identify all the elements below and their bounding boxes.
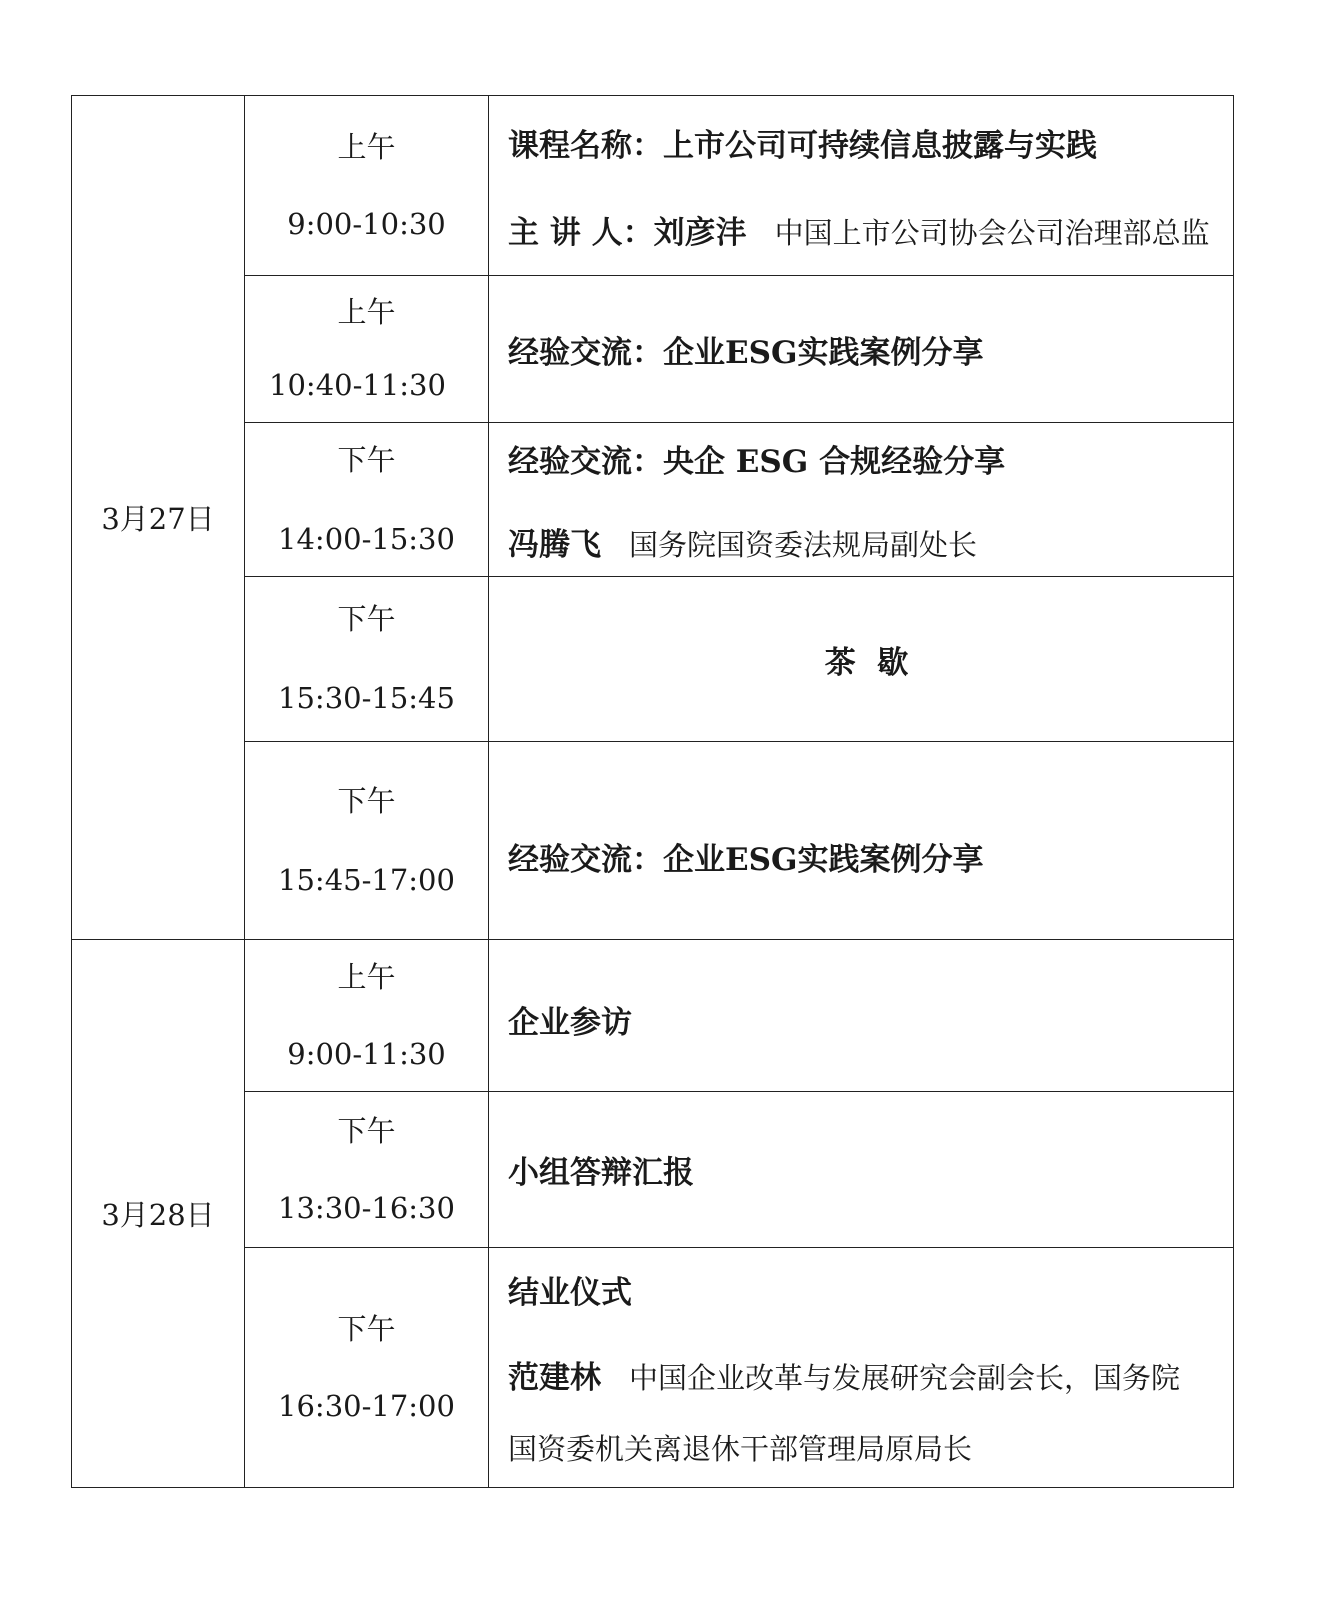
time-range: 10:40-11:30 [269, 368, 446, 402]
time-range: 13:30-16:30 [278, 1190, 455, 1225]
session-title: 经验交流：央企 ESG 合规经验分享 [508, 443, 1006, 480]
time-range: 15:45-17:00 [278, 862, 455, 897]
speaker-line [508, 1352, 1225, 1397]
speaker-label: 主 讲 人：刘彦沣 [508, 214, 747, 251]
time-cell [245, 96, 489, 276]
session-content [489, 940, 1234, 1092]
date-cell: 3月28日 [72, 940, 245, 1488]
time-cell [245, 940, 489, 1092]
session-title: 企业参访 [508, 1005, 632, 1041]
speaker-label: 冯腾飞 [508, 526, 601, 563]
schedule-table [71, 95, 1234, 1488]
session-content [489, 742, 1234, 940]
time-range: 15:30-15:45 [278, 681, 455, 715]
speaker-line [508, 519, 1225, 564]
time-range: 16:30-17:00 [278, 1388, 455, 1423]
period-label: 下午 [337, 783, 396, 818]
speaker-desc: 中国企业改革与发展研究会副会长，国务院 [629, 1361, 1181, 1395]
period-label: 下午 [337, 1311, 396, 1346]
time-range: 9:00-10:30 [287, 206, 446, 241]
table-row [72, 1092, 1234, 1248]
table-row [72, 1248, 1234, 1488]
session-content [489, 1092, 1234, 1248]
session-title: 课程名称：上市公司可持续信息披露与实践 [508, 127, 1097, 164]
table-row [72, 276, 1234, 423]
session-title: 经验交流：企业ESG实践案例分享 [508, 842, 984, 878]
session-content [489, 577, 1234, 742]
period-label: 上午 [337, 295, 396, 329]
time-cell [245, 1092, 489, 1248]
session-title: 小组答辩汇报 [508, 1155, 694, 1191]
period-label: 下午 [337, 1113, 396, 1148]
table-row [72, 96, 1234, 276]
break-label: 茶 歇 [824, 644, 909, 681]
table-row [72, 577, 1234, 742]
period-label: 下午 [337, 442, 396, 477]
time-cell [245, 742, 489, 940]
period-label: 上午 [337, 959, 396, 994]
table-row [72, 940, 1234, 1092]
session-content [489, 96, 1234, 276]
session-content [489, 276, 1234, 423]
speaker-desc: 国务院国资委法规局副处长 [629, 527, 978, 562]
speaker-label: 范建林 [508, 1360, 601, 1396]
session-content [489, 1248, 1234, 1488]
time-range: 9:00-11:30 [287, 1036, 446, 1071]
period-label: 上午 [337, 129, 396, 164]
session-title: 结业仪式 [508, 1275, 632, 1311]
time-cell [245, 423, 489, 577]
speaker-line [508, 207, 1225, 252]
session-content [489, 423, 1234, 577]
time-cell [245, 577, 489, 742]
time-cell [245, 276, 489, 423]
period-label: 下午 [337, 602, 396, 636]
speaker-desc-continued: 国资委机关离退休干部管理局原局长 [508, 1432, 973, 1466]
speaker-desc: 中国上市公司协会公司治理部总监 [774, 215, 1210, 250]
table-row [72, 423, 1234, 577]
time-range: 14:00-15:30 [278, 521, 455, 556]
table-row [72, 742, 1234, 940]
session-title: 经验交流：企业ESG实践案例分享 [508, 334, 984, 371]
date-cell: 3月27日 [72, 96, 245, 940]
time-cell [245, 1248, 489, 1488]
